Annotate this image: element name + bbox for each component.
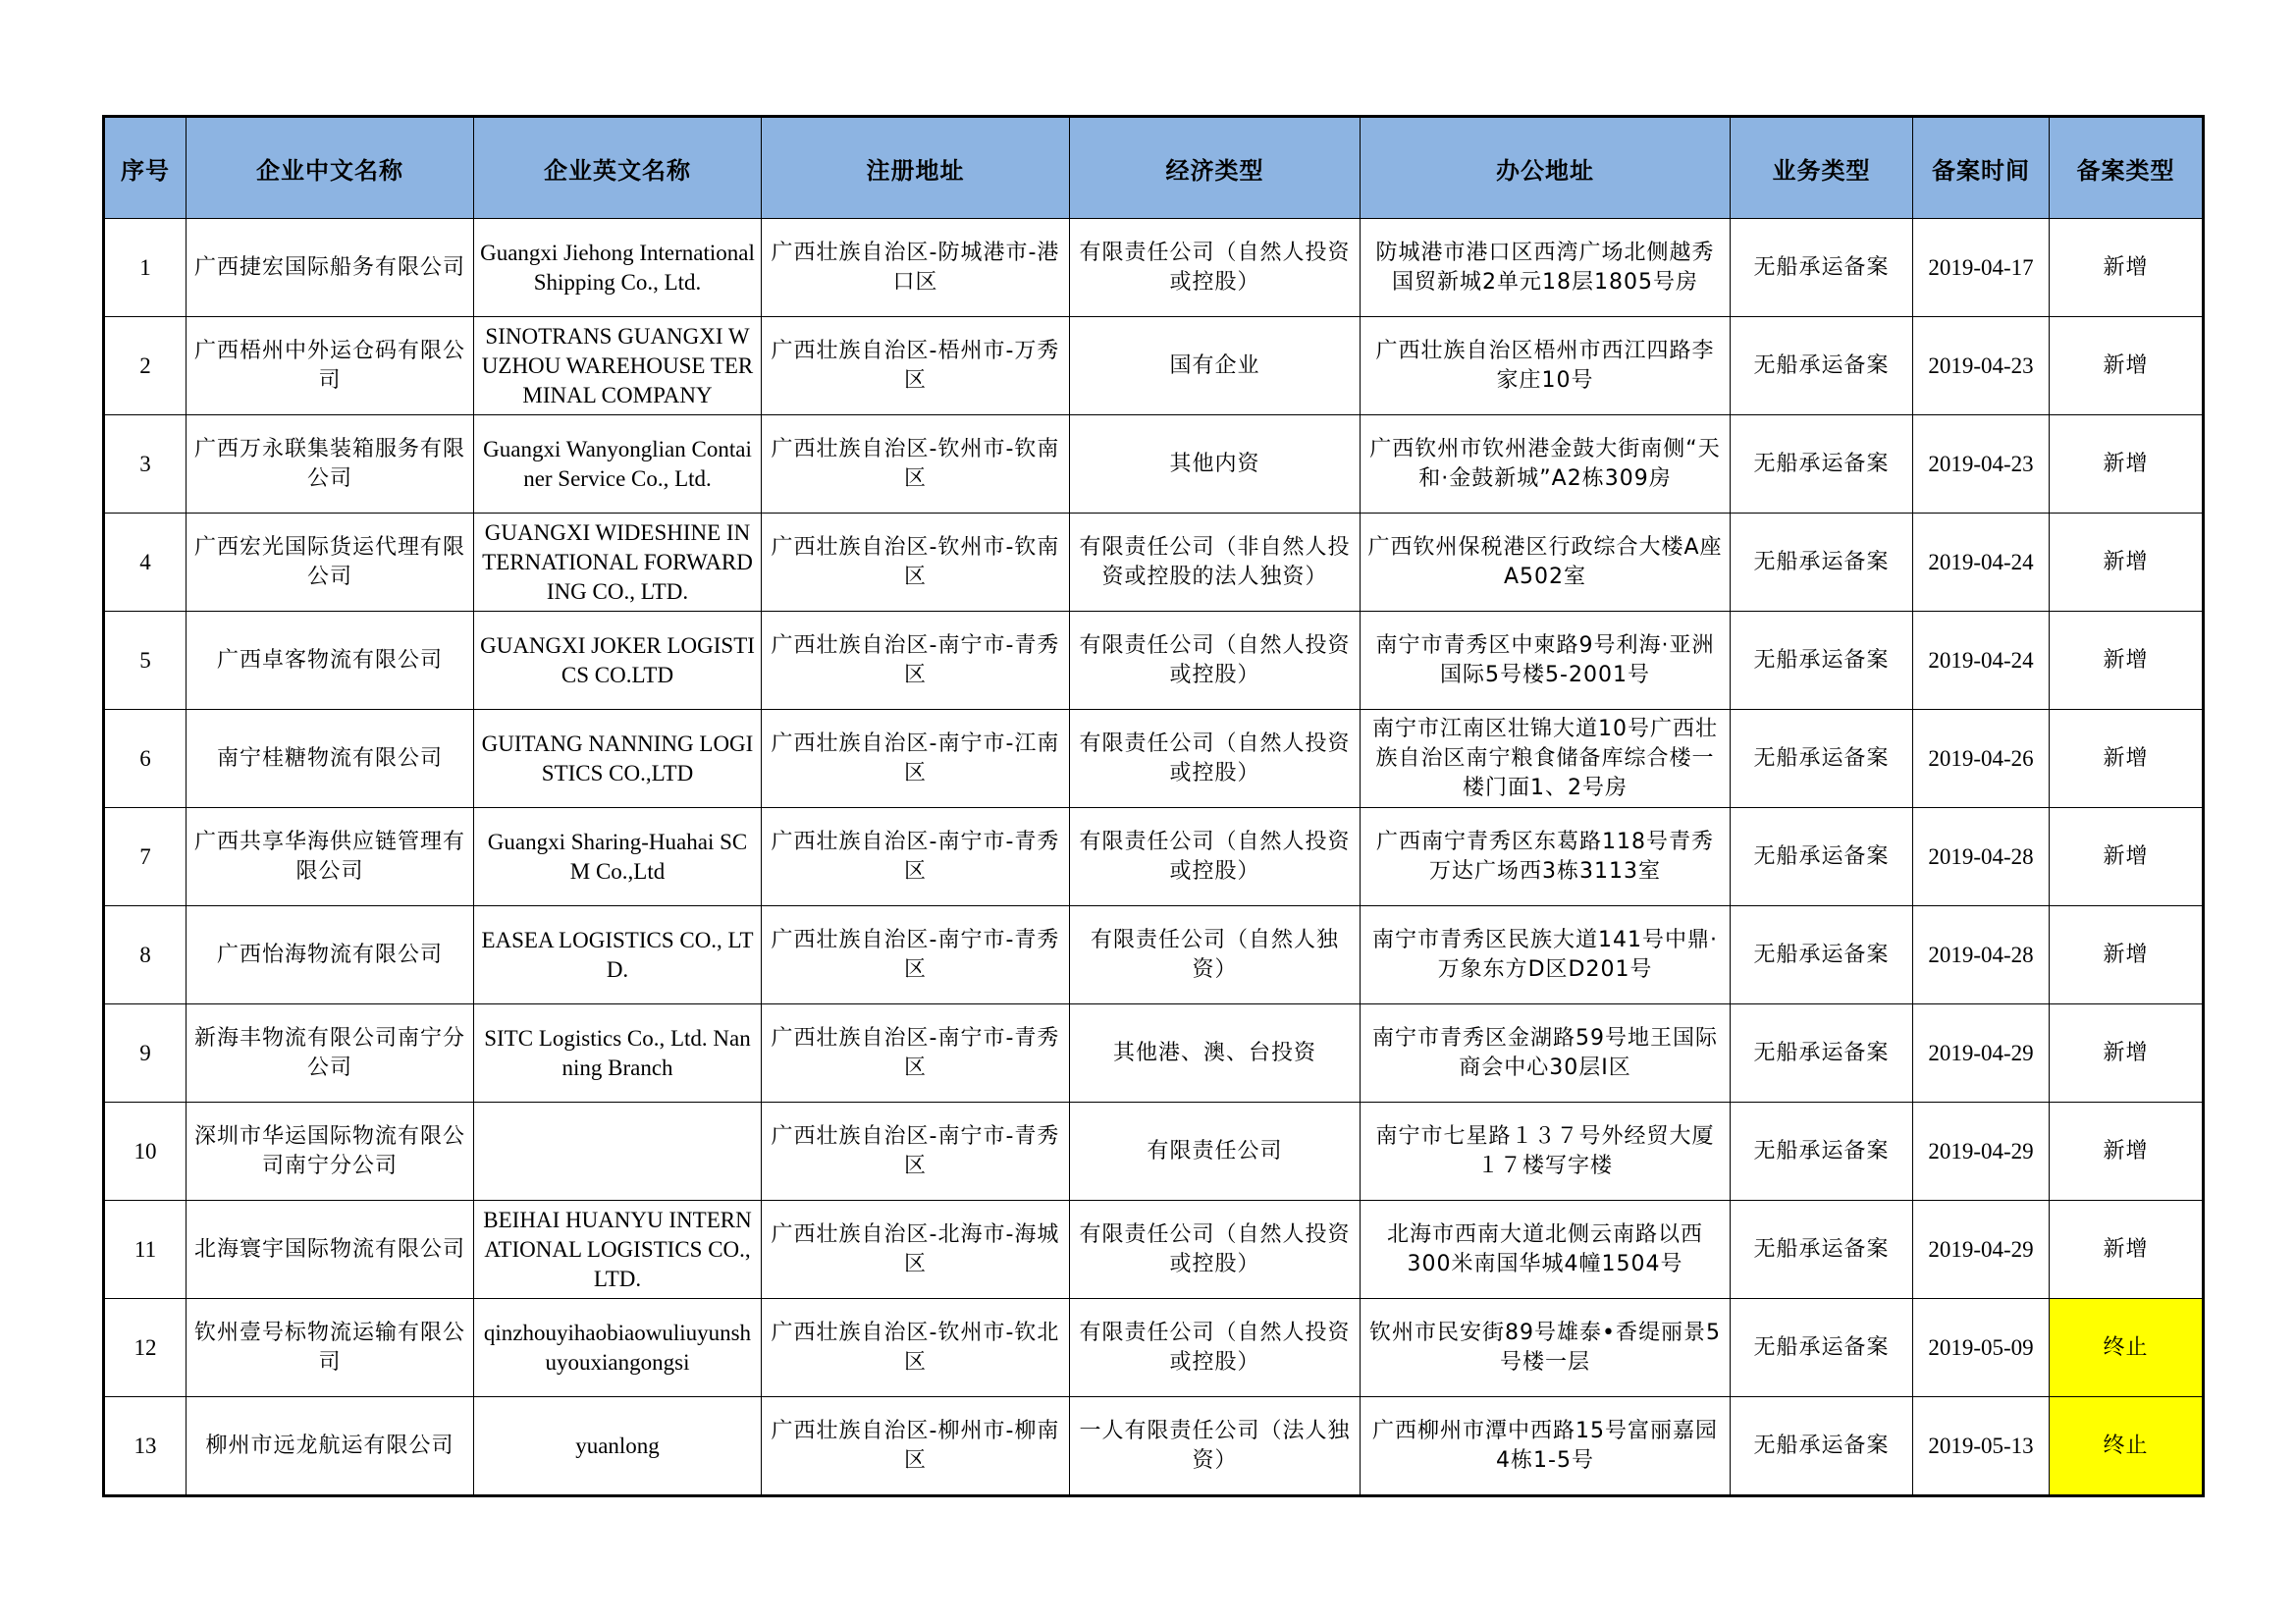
index-cell: 11	[104, 1201, 187, 1299]
index-cell: 1	[104, 219, 187, 317]
table-row	[104, 1397, 2204, 1496]
chinese-name-cell: 柳州市远龙航运有限公司	[187, 1397, 474, 1496]
office-address-cell: 广西钦州保税港区行政综合大楼A座A502室	[1361, 514, 1731, 612]
chinese-name-cell: 广西捷宏国际船务有限公司	[187, 219, 474, 317]
business-type-cell: 无船承运备案	[1731, 612, 1913, 710]
business-type-cell: 无船承运备案	[1731, 808, 1913, 906]
chinese-name-cell: 深圳市华运国际物流有限公司南宁分公司	[187, 1103, 474, 1201]
business-type-cell: 无船承运备案	[1731, 219, 1913, 317]
business-type-cell: 无船承运备案	[1731, 1299, 1913, 1397]
business-type-cell: 无船承运备案	[1731, 1004, 1913, 1103]
english-name-cell: Guangxi Jiehong International Shipping Co., Ltd.	[474, 219, 762, 317]
table-header-row	[104, 117, 2204, 219]
filing-date-cell: 2019-04-29	[1913, 1103, 2050, 1201]
chinese-name-cell: 钦州壹号标物流运输有限公司	[187, 1299, 474, 1397]
column-header-chinese-name: 企业中文名称	[187, 117, 474, 219]
column-header-economic-type: 经济类型	[1070, 117, 1361, 219]
business-type-cell: 无船承运备案	[1731, 906, 1913, 1004]
table-body	[104, 219, 2204, 1496]
filing-date-cell: 2019-05-09	[1913, 1299, 2050, 1397]
chinese-name-cell: 新海丰物流有限公司南宁分公司	[187, 1004, 474, 1103]
business-type-cell: 无船承运备案	[1731, 317, 1913, 415]
registered-address-cell: 广西壮族自治区-柳州市-柳南区	[762, 1397, 1070, 1496]
filing-type-cell: 新增	[2050, 219, 2204, 317]
column-header-office-address: 办公地址	[1361, 117, 1731, 219]
filing-date-cell: 2019-04-23	[1913, 317, 2050, 415]
table-row	[104, 1299, 2204, 1397]
chinese-name-cell: 南宁桂糖物流有限公司	[187, 710, 474, 808]
office-address-cell: 防城港市港口区西湾广场北侧越秀国贸新城2单元18层1805号房	[1361, 219, 1731, 317]
filing-date-cell: 2019-04-24	[1913, 612, 2050, 710]
english-name-cell: SITC Logistics Co., Ltd. Nanning Branch	[474, 1004, 762, 1103]
economic-type-cell: 其他内资	[1070, 415, 1361, 514]
filing-date-cell: 2019-04-26	[1913, 710, 2050, 808]
office-address-cell: 北海市西南大道北侧云南路以西300米南国华城4幢1504号	[1361, 1201, 1731, 1299]
english-name-cell: EASEA LOGISTICS CO., LTD.	[474, 906, 762, 1004]
office-address-cell: 南宁市七星路１３７号外经贸大厦１７楼写字楼	[1361, 1103, 1731, 1201]
english-name-cell	[474, 1103, 762, 1201]
filing-type-cell: 新增	[2050, 906, 2204, 1004]
index-cell: 13	[104, 1397, 187, 1496]
registered-address-cell: 广西壮族自治区-南宁市-江南区	[762, 710, 1070, 808]
table-row	[104, 612, 2204, 710]
business-type-cell: 无船承运备案	[1731, 1397, 1913, 1496]
column-header-filing-date: 备案时间	[1913, 117, 2050, 219]
filing-type-cell: 新增	[2050, 808, 2204, 906]
filing-date-cell: 2019-04-17	[1913, 219, 2050, 317]
chinese-name-cell: 广西梧州中外运仓码有限公司	[187, 317, 474, 415]
index-cell: 12	[104, 1299, 187, 1397]
filing-date-cell: 2019-04-24	[1913, 514, 2050, 612]
registered-address-cell: 广西壮族自治区-南宁市-青秀区	[762, 1004, 1070, 1103]
filing-type-cell: 新增	[2050, 1201, 2204, 1299]
registered-address-cell: 广西壮族自治区-北海市-海城区	[762, 1201, 1070, 1299]
column-header-index: 序号	[104, 117, 187, 219]
filing-type-cell: 终止	[2050, 1299, 2204, 1397]
economic-type-cell: 有限责任公司（自然人投资或控股）	[1070, 612, 1361, 710]
index-cell: 2	[104, 317, 187, 415]
table-row	[104, 317, 2204, 415]
registered-address-cell: 广西壮族自治区-南宁市-青秀区	[762, 906, 1070, 1004]
english-name-cell: GUANGXI JOKER LOGISTICS CO.LTD	[474, 612, 762, 710]
index-cell: 3	[104, 415, 187, 514]
index-cell: 10	[104, 1103, 187, 1201]
economic-type-cell: 有限责任公司（自然人投资或控股）	[1070, 710, 1361, 808]
filing-type-cell: 新增	[2050, 710, 2204, 808]
index-cell: 8	[104, 906, 187, 1004]
office-address-cell: 南宁市江南区壮锦大道10号广西壮族自治区南宁粮食储备库综合楼一楼门面1、2号房	[1361, 710, 1731, 808]
office-address-cell: 广西南宁青秀区东葛路118号青秀万达广场西3栋3113室	[1361, 808, 1731, 906]
economic-type-cell: 其他港、澳、台投资	[1070, 1004, 1361, 1103]
office-address-cell: 广西柳州市潭中西路15号富丽嘉园4栋1-5号	[1361, 1397, 1731, 1496]
business-type-cell: 无船承运备案	[1731, 1103, 1913, 1201]
english-name-cell: Guangxi Wanyonglian Container Service Co., Ltd.	[474, 415, 762, 514]
economic-type-cell: 有限责任公司（自然人投资或控股）	[1070, 1201, 1361, 1299]
filing-type-cell: 新增	[2050, 415, 2204, 514]
index-cell: 9	[104, 1004, 187, 1103]
english-name-cell: GUANGXI WIDESHINE INTERNATIONAL FORWARDING CO., LTD.	[474, 514, 762, 612]
registered-address-cell: 广西壮族自治区-钦州市-钦北区	[762, 1299, 1070, 1397]
english-name-cell: Guangxi Sharing-Huahai SCM Co.,Ltd	[474, 808, 762, 906]
economic-type-cell: 有限责任公司	[1070, 1103, 1361, 1201]
registered-address-cell: 广西壮族自治区-南宁市-青秀区	[762, 808, 1070, 906]
office-address-cell: 南宁市青秀区民族大道141号中鼎·万象东方D区D201号	[1361, 906, 1731, 1004]
table-row	[104, 219, 2204, 317]
filing-date-cell: 2019-04-28	[1913, 808, 2050, 906]
table-row	[104, 415, 2204, 514]
economic-type-cell: 有限责任公司（自然人投资或控股）	[1070, 219, 1361, 317]
economic-type-cell: 国有企业	[1070, 317, 1361, 415]
chinese-name-cell: 广西怡海物流有限公司	[187, 906, 474, 1004]
business-type-cell: 无船承运备案	[1731, 1201, 1913, 1299]
index-cell: 7	[104, 808, 187, 906]
filing-type-cell: 新增	[2050, 1103, 2204, 1201]
office-address-cell: 南宁市青秀区金湖路59号地王国际商会中心30层I区	[1361, 1004, 1731, 1103]
index-cell: 6	[104, 710, 187, 808]
economic-type-cell: 有限责任公司（自然人独资）	[1070, 906, 1361, 1004]
filing-type-cell: 新增	[2050, 1004, 2204, 1103]
filing-date-cell: 2019-04-29	[1913, 1004, 2050, 1103]
registered-address-cell: 广西壮族自治区-梧州市-万秀区	[762, 317, 1070, 415]
table-row	[104, 808, 2204, 906]
index-cell: 4	[104, 514, 187, 612]
english-name-cell: yuanlong	[474, 1397, 762, 1496]
filing-date-cell: 2019-04-23	[1913, 415, 2050, 514]
registered-address-cell: 广西壮族自治区-钦州市-钦南区	[762, 514, 1070, 612]
filing-records-table	[102, 115, 2205, 1497]
chinese-name-cell: 广西共享华海供应链管理有限公司	[187, 808, 474, 906]
chinese-name-cell: 广西万永联集装箱服务有限公司	[187, 415, 474, 514]
office-address-cell: 广西钦州市钦州港金鼓大街南侧“天和·金鼓新城”A2栋309房	[1361, 415, 1731, 514]
english-name-cell: BEIHAI HUANYU INTERNATIONAL LOGISTICS CO.,LTD.	[474, 1201, 762, 1299]
business-type-cell: 无船承运备案	[1731, 710, 1913, 808]
registered-address-cell: 广西壮族自治区-防城港市-港口区	[762, 219, 1070, 317]
column-header-english-name: 企业英文名称	[474, 117, 762, 219]
office-address-cell: 钦州市民安街89号雄泰•香缇丽景5号楼一层	[1361, 1299, 1731, 1397]
registered-address-cell: 广西壮族自治区-南宁市-青秀区	[762, 612, 1070, 710]
column-header-filing-type: 备案类型	[2050, 117, 2204, 219]
table-row	[104, 514, 2204, 612]
chinese-name-cell: 广西卓客物流有限公司	[187, 612, 474, 710]
chinese-name-cell: 北海寰宇国际物流有限公司	[187, 1201, 474, 1299]
table-row	[104, 906, 2204, 1004]
filing-type-cell: 新增	[2050, 317, 2204, 415]
office-address-cell: 南宁市青秀区中柬路9号利海·亚洲国际5号楼5-2001号	[1361, 612, 1731, 710]
registered-address-cell: 广西壮族自治区-南宁市-青秀区	[762, 1103, 1070, 1201]
index-cell: 5	[104, 612, 187, 710]
filing-date-cell: 2019-04-28	[1913, 906, 2050, 1004]
english-name-cell: qinzhouyihaobiaowuliuyunshuyouxiangongsi	[474, 1299, 762, 1397]
economic-type-cell: 有限责任公司（自然人投资或控股）	[1070, 1299, 1361, 1397]
column-header-business-type: 业务类型	[1731, 117, 1913, 219]
chinese-name-cell: 广西宏光国际货运代理有限公司	[187, 514, 474, 612]
english-name-cell: GUITANG NANNING LOGISTICS CO.,LTD	[474, 710, 762, 808]
business-type-cell: 无船承运备案	[1731, 415, 1913, 514]
filing-date-cell: 2019-04-29	[1913, 1201, 2050, 1299]
table-row	[104, 1103, 2204, 1201]
economic-type-cell: 一人有限责任公司（法人独资）	[1070, 1397, 1361, 1496]
office-address-cell: 广西壮族自治区梧州市西江四路李家庄10号	[1361, 317, 1731, 415]
table-row	[104, 1201, 2204, 1299]
table-row	[104, 710, 2204, 808]
filing-type-cell: 终止	[2050, 1397, 2204, 1496]
column-header-registered-address: 注册地址	[762, 117, 1070, 219]
filing-type-cell: 新增	[2050, 514, 2204, 612]
filing-type-cell: 新增	[2050, 612, 2204, 710]
english-name-cell: SINOTRANS GUANGXI WUZHOU WAREHOUSE TERMINAL COMPANY	[474, 317, 762, 415]
business-type-cell: 无船承运备案	[1731, 514, 1913, 612]
filing-date-cell: 2019-05-13	[1913, 1397, 2050, 1496]
table-row	[104, 1004, 2204, 1103]
registered-address-cell: 广西壮族自治区-钦州市-钦南区	[762, 415, 1070, 514]
economic-type-cell: 有限责任公司（自然人投资或控股）	[1070, 808, 1361, 906]
economic-type-cell: 有限责任公司（非自然人投资或控股的法人独资）	[1070, 514, 1361, 612]
